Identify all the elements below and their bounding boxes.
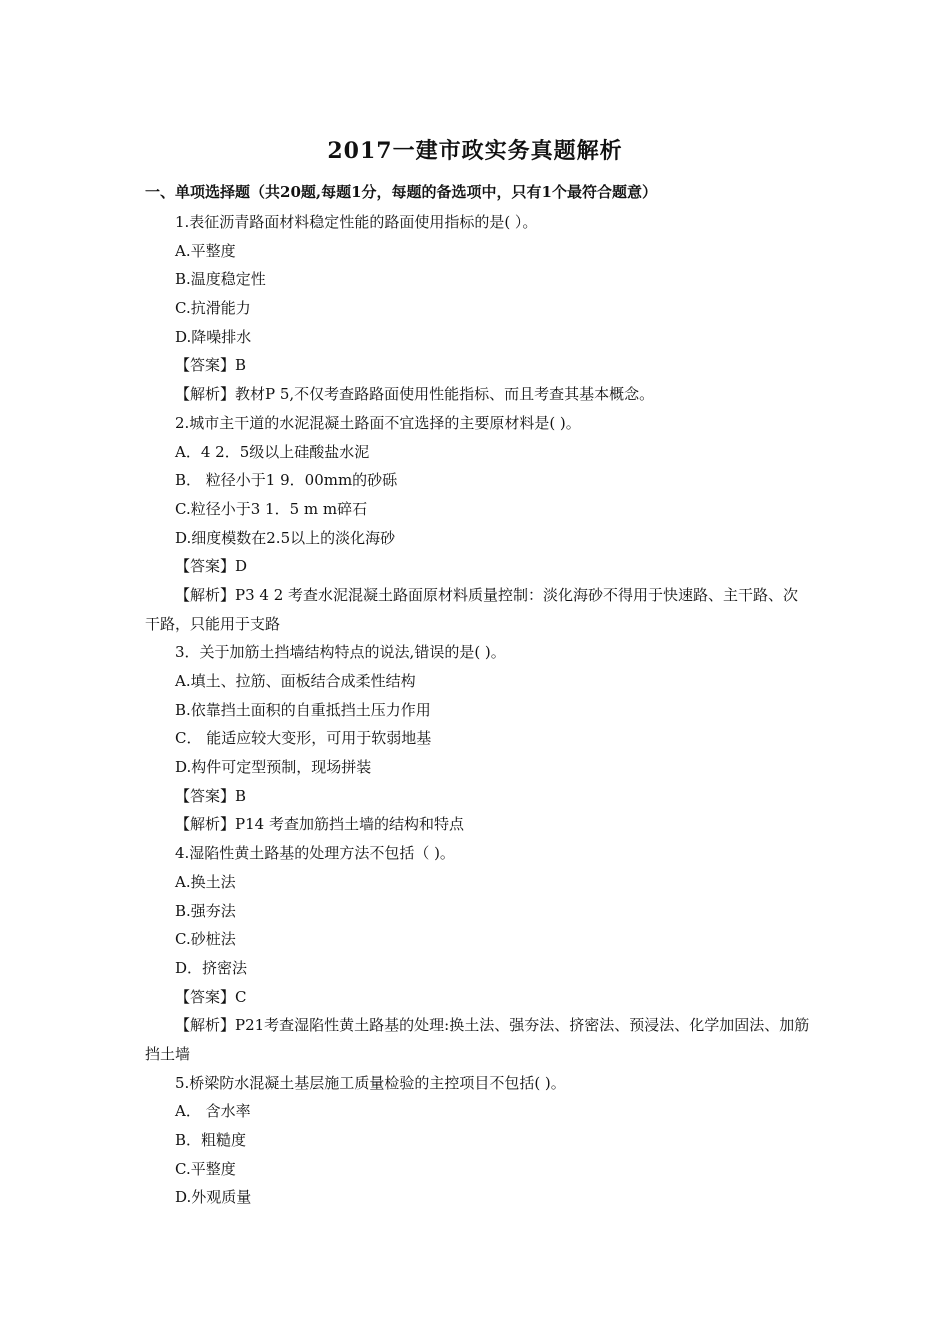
option-b: B.温度稳定性 xyxy=(175,270,266,289)
option-d: D．挤密法 xyxy=(175,958,248,977)
question-stem: 5.桥梁防水混凝土基层施工质量检验的主控项目不包括( )。 xyxy=(175,1073,566,1092)
option-a: A.换土法 xyxy=(175,872,236,891)
option-c: C.砂桩法 xyxy=(175,930,236,949)
option-b: B． 粒径小于1 9．00mm的砂砾 xyxy=(175,471,398,490)
question-block xyxy=(145,1069,810,1212)
question-stem: 3．关于加筋土挡墙结构特点的说法,错误的是( )。 xyxy=(175,643,506,662)
answer: 【答案】D xyxy=(175,557,248,576)
option-b: B．粗糙度 xyxy=(175,1131,247,1150)
option-a: A． 含水率 xyxy=(175,1102,251,1121)
option-d: D.细度模数在2.5以上的淡化海砂 xyxy=(175,528,396,547)
question-block xyxy=(145,638,810,839)
option-c: C.粒径小于3 1．5 m m碎石 xyxy=(175,499,368,518)
option-c: C.抗滑能力 xyxy=(175,299,251,318)
option-c: C． 能适应较大变形，可用于软弱地基 xyxy=(175,729,432,748)
analysis: 【解析】P3 4 2 考查水泥混凝土路面原材料质量控制：淡化海砂不得用于快速路、主干路、次干路，只能用于支路 xyxy=(145,585,799,633)
document-title: 2017一建市政实务真题解析 xyxy=(327,138,623,164)
option-d: D.构件可定型预制，现场拼装 xyxy=(175,758,372,777)
question-stem: 1.表征沥青路面材料稳定性能的路面使用指标的是( ）。 xyxy=(175,213,538,231)
question-block xyxy=(145,208,810,409)
question-block xyxy=(145,839,810,1069)
option-d: D.外观质量 xyxy=(175,1188,252,1207)
option-c: C.平整度 xyxy=(175,1159,236,1178)
answer: 【答案】B xyxy=(175,356,247,375)
section-heading: 一、单项选择题（共20题,每题1分，每题的备选项中，只有1个最符合题意） xyxy=(145,183,657,201)
question-stem: 2.城市主干道的水泥混凝土路面不宜选择的主要原材料是( )。 xyxy=(175,413,581,432)
option-a: A．4 2．5级以上硅酸盐水泥 xyxy=(175,442,370,461)
option-b: B.强夯法 xyxy=(175,901,236,920)
option-b: B.依靠挡土面积的自重抵挡土压力作用 xyxy=(175,700,431,719)
option-d: D.降噪排水 xyxy=(175,327,252,346)
analysis: 【解析】P21考查湿陷性黄土路基的处理:换土法、强夯法、挤密法、预浸法、化学加固法、加筋挡土墙 xyxy=(145,1016,810,1063)
analysis: 【解析】P14 考查加筋挡土墙的结构和特点 xyxy=(175,815,464,834)
answer: 【答案】C xyxy=(175,987,247,1006)
option-a: A.填土、拉筋、面板结合成柔性结构 xyxy=(175,672,416,691)
answer: 【答案】B xyxy=(175,786,247,805)
question-block xyxy=(145,409,810,639)
analysis: 【解析】教材P 5,不仅考查路路面使用性能指标、而且考查其基本概念。 xyxy=(175,385,655,404)
option-a: A.平整度 xyxy=(175,241,236,260)
question-list xyxy=(145,208,810,1212)
question-stem: 4.湿陷性黄土路基的处理方法不包括（ )。 xyxy=(175,844,455,863)
